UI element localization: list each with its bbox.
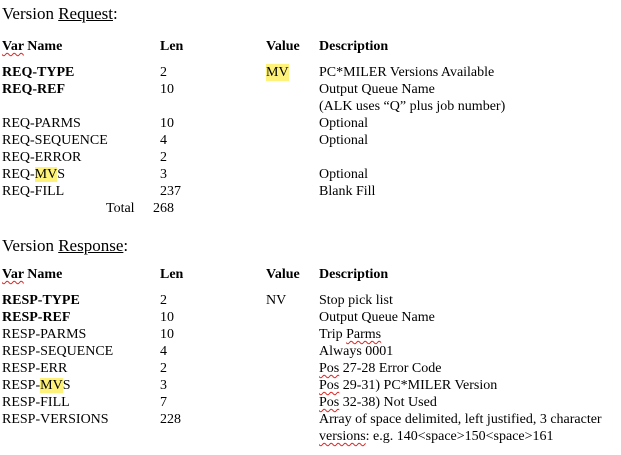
request-header-value: Value xyxy=(266,39,300,54)
response-row-name-highlight: MV xyxy=(40,378,63,393)
response-row-desc-plain: : e.g. 140<space>150<space>161 xyxy=(365,429,554,444)
response-row-desc-squiggle: Pos xyxy=(319,378,340,393)
response-header-name-word: Name xyxy=(23,267,63,282)
response-row-name: RESP-VERSIONS xyxy=(2,412,109,427)
response-row-desc: Output Queue Name xyxy=(319,310,435,325)
request-row-desc: Optional xyxy=(319,116,368,131)
request-row-name: REQ-FILL xyxy=(2,184,65,199)
response-row-name xyxy=(2,377,70,394)
request-row-name: REQ-PARMS xyxy=(2,116,81,131)
request-row-len: 10 xyxy=(160,82,174,97)
response-row-name: RESP-FILL xyxy=(2,395,70,410)
response-row-len: 10 xyxy=(160,310,174,325)
response-row-value: NV xyxy=(266,293,287,308)
request-header-name-word: Name xyxy=(23,39,63,54)
response-row-name: RESP-REF xyxy=(2,310,71,325)
response-row-len: 10 xyxy=(160,327,174,342)
request-title-prefix: Version xyxy=(2,4,59,23)
response-header-value: Value xyxy=(266,267,300,282)
response-row-len: 2 xyxy=(160,293,167,308)
request-row-name: REQ-REF xyxy=(2,82,65,97)
response-row-desc-plain: Trip xyxy=(319,327,347,342)
response-header-len: Len xyxy=(160,267,184,282)
request-row-value: MV xyxy=(266,65,289,80)
response-row-name-suffix: S xyxy=(62,378,71,393)
request-header-len: Len xyxy=(160,39,184,54)
response-row-len: 228 xyxy=(160,412,181,427)
request-title-underlined: Request xyxy=(58,4,113,23)
request-row-name-suffix: S xyxy=(57,167,66,182)
request-total-value: 268 xyxy=(153,201,174,216)
request-header-var-name xyxy=(2,38,62,55)
request-row-desc: Blank Fill xyxy=(319,184,376,199)
request-title-suffix: : xyxy=(112,4,118,23)
response-row-desc xyxy=(319,394,437,411)
request-section-title xyxy=(2,4,118,24)
response-row-desc: Array of space delimited, left justified, 3 character xyxy=(319,412,602,427)
request-total-label: Total xyxy=(106,201,135,216)
response-row-len: 3 xyxy=(160,378,167,393)
response-section-title xyxy=(2,236,128,256)
response-row-desc-plain: 27-28 Error Code xyxy=(339,361,442,376)
response-row-desc-squiggle: Pos xyxy=(319,361,340,376)
request-row-desc: Optional xyxy=(319,133,368,148)
request-row-len: 2 xyxy=(160,65,167,80)
request-row-name: REQ-SEQUENCE xyxy=(2,133,108,148)
response-row-name-prefix: RESP- xyxy=(2,378,41,393)
request-row-name-prefix: REQ- xyxy=(2,167,35,182)
response-row-len: 2 xyxy=(160,361,167,376)
response-row-name: RESP-PARMS xyxy=(2,327,87,342)
response-row-name: RESP-ERR xyxy=(2,361,68,376)
response-header-description: Description xyxy=(319,267,389,282)
response-row-desc-continuation xyxy=(319,428,554,445)
response-row-desc: Always 0001 xyxy=(319,344,394,359)
response-row-desc xyxy=(319,326,381,343)
response-row-len: 4 xyxy=(160,344,167,359)
response-header-var-name xyxy=(2,266,62,283)
response-row-desc-plain: 29-31) PC*MILER Version xyxy=(339,378,498,393)
request-row-len: 3 xyxy=(160,167,167,182)
request-row-name: REQ-TYPE xyxy=(2,65,75,80)
request-row-len: 4 xyxy=(160,133,167,148)
response-row-desc-plain: 32-38) Not Used xyxy=(339,395,437,410)
request-row-desc: PC*MILER Versions Available xyxy=(319,65,495,80)
response-row-desc xyxy=(319,360,442,377)
response-title-underlined: Response xyxy=(58,236,124,255)
response-row-desc: Stop pick list xyxy=(319,293,393,308)
response-row-len: 7 xyxy=(160,395,167,410)
request-row-name: REQ-ERROR xyxy=(2,150,82,165)
response-header-var-word: Var xyxy=(2,267,24,282)
request-row-desc: Output Queue Name xyxy=(319,82,435,97)
response-row-name: RESP-TYPE xyxy=(2,293,80,308)
request-row-len: 2 xyxy=(160,150,167,165)
response-row-desc-squiggle: versions xyxy=(319,429,366,444)
response-title-suffix: : xyxy=(123,236,129,255)
request-row-name xyxy=(2,166,65,183)
request-row-len: 10 xyxy=(160,116,174,131)
response-row-desc xyxy=(319,377,497,394)
response-row-desc-squiggle: Pos xyxy=(319,395,340,410)
request-row-desc: Optional xyxy=(319,167,368,182)
request-row-desc-continuation: (ALK uses “Q” plus job number) xyxy=(319,99,506,114)
request-header-description: Description xyxy=(319,39,389,54)
request-row-name-highlight: MV xyxy=(34,167,58,182)
request-header-var-word: Var xyxy=(2,39,24,54)
request-row-len: 237 xyxy=(160,184,181,199)
response-row-name: RESP-SEQUENCE xyxy=(2,344,114,359)
response-row-desc-squiggle: Parms xyxy=(346,327,382,342)
response-title-prefix: Version xyxy=(2,236,59,255)
